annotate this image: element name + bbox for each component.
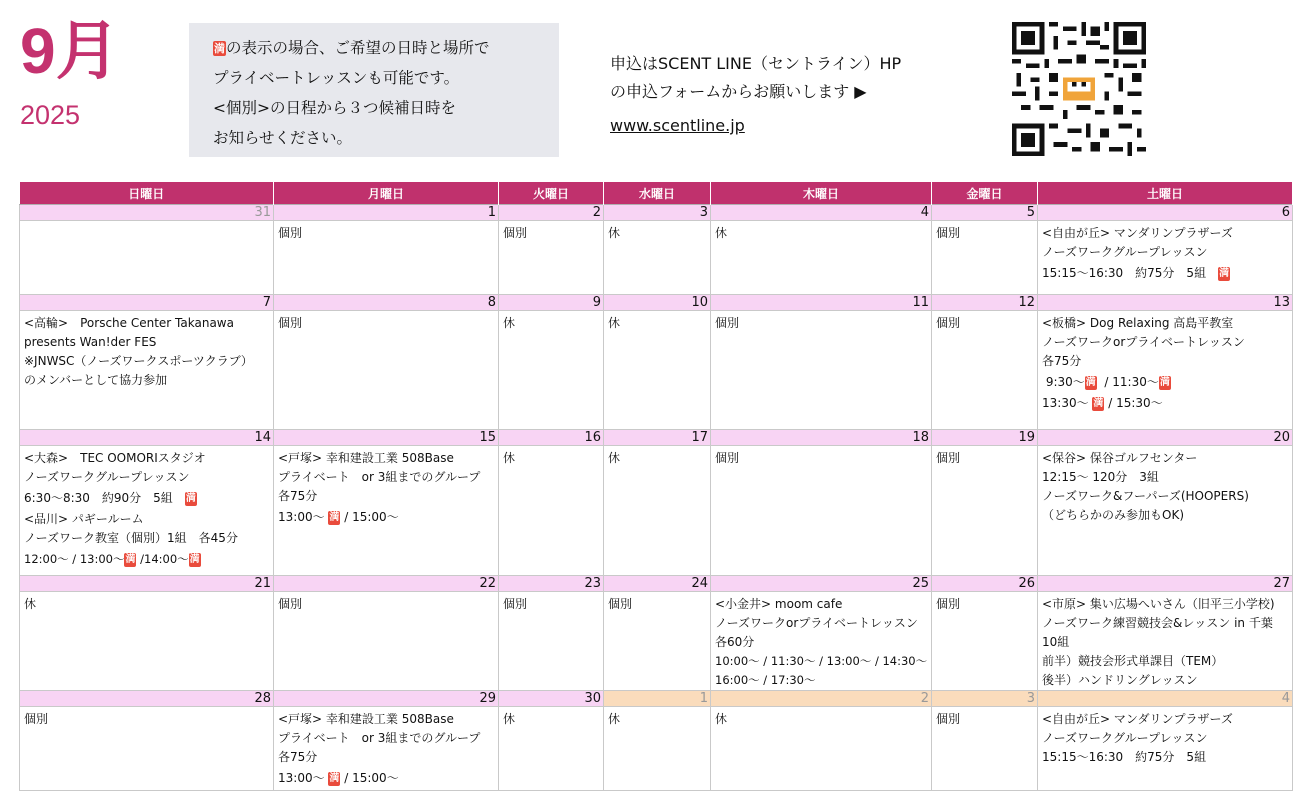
date-cell: 14 [20, 430, 274, 446]
event-time-text: / 15:00〜 [344, 771, 399, 785]
date-cell: 5 [932, 205, 1038, 221]
event-cell [604, 707, 711, 791]
event-cell [604, 446, 711, 576]
full-badge: 満 [1093, 397, 1104, 409]
date-cell: 28 [20, 691, 274, 707]
event-text: <戸塚> 幸和建設工業 508Base [278, 451, 454, 465]
event-cell [604, 221, 711, 295]
date-cell: 3 [604, 205, 711, 221]
event-text: 休 [715, 226, 728, 240]
date-cell: 6 [1038, 205, 1293, 221]
weekday-mon: 月曜日 [274, 182, 499, 205]
event-cell [20, 707, 274, 791]
date-cell: 1 [274, 205, 499, 221]
date-row-2 [20, 295, 1293, 311]
event-text: 個別 [936, 226, 961, 240]
event-text: <高輪> Porsche Center Takanawa [24, 316, 234, 330]
event-cell [499, 446, 604, 576]
event-cell [499, 707, 604, 791]
event-text: <小金井> moom cafe [715, 597, 843, 611]
notice-line-3: <個別>の日程から３つ候補日時を [213, 99, 456, 117]
full-badge: 満 [1219, 267, 1230, 279]
date-row-3 [20, 430, 1293, 446]
event-text: 各75分 [1042, 354, 1082, 368]
date-cell: 3 [932, 691, 1038, 707]
apply-line-2: の申込フォームからお願いします ▶ [610, 82, 867, 101]
event-text: 休 [608, 316, 621, 330]
event-cell [499, 221, 604, 295]
event-cell [499, 311, 604, 430]
event-time [1042, 264, 1288, 283]
date-cell: 20 [1038, 430, 1293, 446]
apply-info [610, 50, 901, 106]
event-text: 10組 [1042, 635, 1070, 649]
qr-code-icon[interactable] [1012, 22, 1146, 156]
event-text: <板橋> Dog Relaxing 高島平教室 [1042, 316, 1234, 330]
event-text: 休 [608, 712, 621, 726]
date-cell: 12 [932, 295, 1038, 311]
event-text: 個別 [936, 316, 961, 330]
website-link[interactable]: www.scentline.jp [610, 116, 745, 135]
date-cell: 30 [499, 691, 604, 707]
date-cell: 29 [274, 691, 499, 707]
event-text: <大森> TEC OOMORIスタジオ [24, 451, 206, 465]
month-title: 9月 [20, 15, 120, 87]
event-row-1 [20, 221, 1293, 295]
event-text: 休 [503, 451, 516, 465]
event-time-text: 13:00〜 [278, 510, 325, 524]
event-text: 各75分 [278, 489, 318, 503]
event-time-text: / 15:30〜 [1108, 396, 1163, 410]
full-badge: 満 [1159, 376, 1170, 388]
event-text: presents Wan!der FES [24, 335, 157, 349]
event-cell [20, 221, 274, 295]
notice-line-4: お知らせください。 [213, 129, 353, 147]
event-cell [274, 311, 499, 430]
event-time-text: 15:15〜16:30 約75分 5組 [1042, 266, 1207, 280]
weekday-tue: 火曜日 [499, 182, 604, 205]
event-text: 個別 [936, 712, 961, 726]
event-text: 15:15〜16:30 約75分 5組 [1042, 750, 1207, 764]
event-row-5 [20, 707, 1293, 791]
notice-line-1 [213, 33, 559, 63]
event-text: 後半）ハンドリングレッスン [1042, 673, 1198, 687]
date-cell: 22 [274, 576, 499, 592]
full-badge: 満 [125, 553, 136, 565]
event-row-2 [20, 311, 1293, 430]
event-time-text: 13:00〜 [278, 771, 325, 785]
event-text: プライベート or 3組までのグループ [278, 731, 481, 745]
event-cell [932, 311, 1038, 430]
event-text: 各60分 [715, 635, 755, 649]
event-time [24, 489, 269, 508]
event-text: ノーズワークorプライベートレッスン [1042, 335, 1245, 349]
date-cell: 17 [604, 430, 711, 446]
event-text: 個別 [608, 597, 633, 611]
event-time-text: 12:00〜 / 13:00〜 [24, 552, 125, 566]
event-time [1042, 373, 1288, 392]
date-cell: 24 [604, 576, 711, 592]
notice-box [189, 23, 559, 157]
event-cell [20, 311, 274, 430]
event-text: ノーズワークグループレッスン [1042, 731, 1208, 745]
date-cell: 11 [711, 295, 932, 311]
date-cell: 7 [20, 295, 274, 311]
event-cell [20, 592, 274, 691]
date-row-5 [20, 691, 1293, 707]
event-cell [932, 221, 1038, 295]
event-cell [711, 311, 932, 430]
date-cell: 19 [932, 430, 1038, 446]
event-text: のメンバーとして協力参加 [24, 373, 168, 387]
weekday-fri: 金曜日 [932, 182, 1038, 205]
event-text: <市原> 集い広場へいさん（旧平三小学校) [1042, 597, 1275, 611]
date-cell: 1 [604, 691, 711, 707]
full-badge: 満 [1085, 376, 1096, 388]
date-cell: 2 [711, 691, 932, 707]
event-text: 個別 [24, 712, 49, 726]
date-cell: 16 [499, 430, 604, 446]
event-time: 10:00〜 / 11:30〜 / 13:00〜 / 14:30〜 [715, 654, 928, 668]
event-text: ノーズワーク練習競技会&レッスン in 千葉 [1042, 616, 1273, 630]
event-cell [20, 446, 274, 576]
event-cell [274, 446, 499, 576]
event-text: 休 [608, 226, 621, 240]
date-cell: 27 [1038, 576, 1293, 592]
event-cell [604, 592, 711, 691]
event-text: 個別 [278, 597, 303, 611]
event-time [278, 769, 494, 788]
event-text: <戸塚> 幸和建設工業 508Base [278, 712, 454, 726]
date-cell: 31 [20, 205, 274, 221]
event-text: （どちらかのみ参加もOK) [1042, 508, 1184, 522]
date-cell: 10 [604, 295, 711, 311]
event-row-3 [20, 446, 1293, 576]
event-text: 12:15〜 120分 3組 [1042, 470, 1159, 484]
event-time-text: / 11:30〜 [1104, 375, 1159, 389]
event-text: 個別 [503, 226, 528, 240]
event-cell [604, 311, 711, 430]
event-text: 休 [715, 712, 728, 726]
event-text: <保谷> 保谷ゴルフセンター [1042, 451, 1198, 465]
event-text: 前半）競技会形式単課目（TEM） [1042, 654, 1224, 668]
event-time-text: 13:30〜 [1042, 396, 1089, 410]
notice-line-2: プライベートレッスンも可能です。 [213, 69, 460, 87]
weekday-sat: 土曜日 [1038, 182, 1293, 205]
event-text: プライベート or 3組までのグループ [278, 470, 481, 484]
event-text: 各75分 [278, 750, 318, 764]
event-text: ※JNWSC（ノーズワークスポーツクラブ） [24, 354, 253, 368]
event-cell [499, 592, 604, 691]
full-badge: 満 [329, 511, 340, 523]
event-cell [274, 707, 499, 791]
event-time-text: / 15:00〜 [344, 510, 399, 524]
event-text: ノーズワーク教室（個別）1組 各45分 [24, 531, 238, 545]
event-cell [1038, 311, 1293, 430]
date-cell: 15 [274, 430, 499, 446]
event-text: 個別 [278, 226, 303, 240]
date-cell: 13 [1038, 295, 1293, 311]
event-text: 個別 [715, 316, 740, 330]
event-text: 個別 [278, 316, 303, 330]
event-time-text: 9:30〜 [1045, 375, 1085, 389]
date-row-1 [20, 205, 1293, 221]
event-cell [1038, 592, 1293, 691]
event-cell [1038, 221, 1293, 295]
event-cell [711, 707, 932, 791]
date-row-4 [20, 576, 1293, 592]
event-text: ノーズワークorプライベートレッスン [715, 616, 918, 630]
event-time [278, 508, 494, 527]
date-cell: 21 [20, 576, 274, 592]
weekday-thu: 木曜日 [711, 182, 932, 205]
date-cell: 2 [499, 205, 604, 221]
year-label: 2025 [20, 100, 81, 130]
event-text: 個別 [936, 451, 961, 465]
date-cell: 25 [711, 576, 932, 592]
full-badge: 満 [189, 553, 200, 565]
event-text: ノーズワークグループレッスン [1042, 245, 1208, 259]
date-cell: 26 [932, 576, 1038, 592]
event-row-4 [20, 592, 1293, 691]
date-cell: 9 [499, 295, 604, 311]
calendar-table [19, 182, 1293, 791]
event-text: 休 [24, 597, 37, 611]
event-cell [711, 446, 932, 576]
event-text: 休 [608, 451, 621, 465]
event-cell [711, 221, 932, 295]
apply-line-1: 申込はSCENT LINE（セントライン）HP [610, 54, 902, 73]
event-text: ノーズワークグループレッスン [24, 470, 190, 484]
date-cell: 8 [274, 295, 499, 311]
event-time-text: 6:30〜8:30 約90分 5組 [24, 491, 173, 505]
weekday-header-row [20, 182, 1293, 205]
event-text: <品川> パギールーム [24, 512, 144, 526]
event-cell [932, 707, 1038, 791]
event-cell [932, 592, 1038, 691]
event-text: 休 [503, 316, 516, 330]
event-text: 個別 [715, 451, 740, 465]
event-cell [1038, 446, 1293, 576]
event-cell [274, 592, 499, 691]
event-cell [274, 221, 499, 295]
date-cell: 18 [711, 430, 932, 446]
event-text: 個別 [936, 597, 961, 611]
event-text: <自由が丘> マンダリンプラザーズ [1042, 712, 1233, 726]
notice-text-1: の表示の場合、ご希望の日時と場所で [226, 39, 490, 57]
event-time [1042, 394, 1288, 413]
event-cell [711, 592, 932, 691]
event-cell [1038, 707, 1293, 791]
full-badge: 満 [214, 42, 225, 55]
date-cell: 23 [499, 576, 604, 592]
date-cell: 4 [711, 205, 932, 221]
full-badge: 満 [185, 492, 196, 504]
event-text: ノーズワーク&フーパーズ(HOOPERS) [1042, 489, 1249, 503]
event-time [24, 550, 269, 569]
event-time-text: /14:00〜 [140, 552, 189, 566]
weekday-sun: 日曜日 [20, 182, 274, 205]
full-badge: 満 [329, 772, 340, 784]
event-text: <自由が丘> マンダリンプラザーズ [1042, 226, 1233, 240]
date-cell: 4 [1038, 691, 1293, 707]
event-time: 16:00〜 / 17:30〜 [715, 673, 816, 687]
weekday-wed: 水曜日 [604, 182, 711, 205]
event-text: 個別 [503, 597, 528, 611]
event-text: 休 [503, 712, 516, 726]
event-cell [932, 446, 1038, 576]
